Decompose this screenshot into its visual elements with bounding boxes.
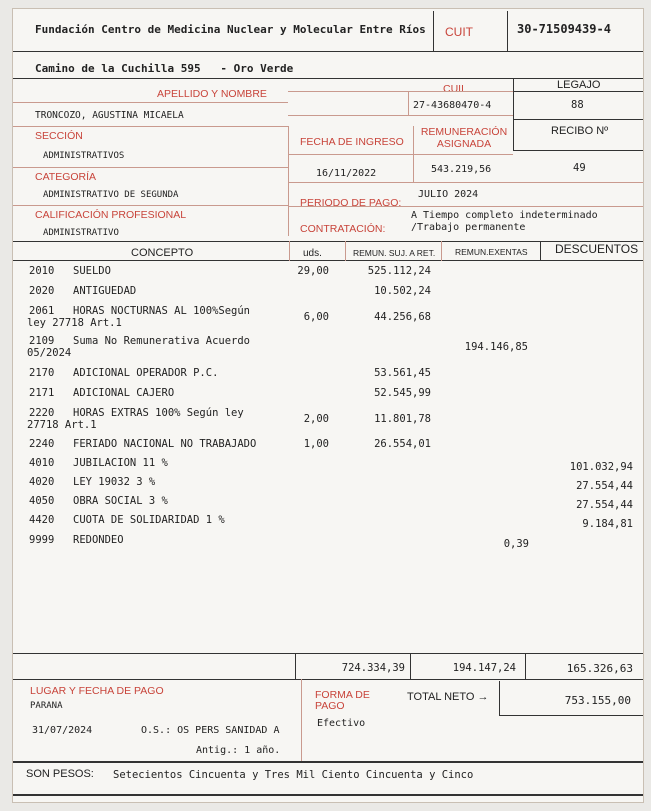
concept-code: 9999 [29, 534, 55, 546]
fecha-ingreso-value: 16/11/2022 [316, 168, 377, 179]
concept-desc: SUELDO [73, 265, 111, 277]
cuit-value: 30-71509439-4 [517, 22, 611, 36]
category-value: ADMINISTRATIVO DE SEGUNDA [43, 190, 179, 200]
concept-code: 2061 [29, 305, 55, 317]
lugar-label: LUGAR Y FECHA DE PAGO [30, 685, 164, 697]
concept-desc: LEY 19032 3 % [73, 476, 156, 488]
concept-code: 2010 [29, 265, 55, 277]
concept-code: 2171 [29, 387, 55, 399]
concept-code: 4010 [29, 457, 55, 469]
concept-desc: HORAS NOCTURNAS AL 100%Según [73, 305, 251, 317]
employee-name: TRONCOZO, AGUSTINA MICAELA [35, 110, 184, 121]
concept-code: 4420 [29, 514, 55, 526]
section-label: SECCIÓN [35, 130, 83, 142]
concept-desc: OBRA SOCIAL 3 % [73, 495, 168, 507]
total-neto-value: 753.155,00 [564, 694, 631, 707]
concept-code: 2170 [29, 367, 55, 379]
fecha-pago: 31/07/2024 [32, 725, 93, 736]
total-suj: 724.334,39 [341, 662, 405, 674]
name-label: APELLIDO Y NOMBRE [157, 88, 267, 100]
concept-descuento: 101.032,94 [569, 461, 633, 473]
concept-uds: 29,00 [297, 265, 329, 277]
total-neto-label: TOTAL NETO → [407, 691, 489, 703]
concept-code: 4020 [29, 476, 55, 488]
concept-descuento: 27.554,44 [576, 480, 633, 492]
concept-code: 2240 [29, 438, 55, 450]
company-address: Camino de la Cuchilla 595 - Oro Verde [35, 62, 294, 75]
calificacion-label: CALIFICACIÓN PROFESIONAL [35, 209, 187, 221]
concept-remun-suj: 44.256,68 [374, 311, 431, 323]
total-descuentos: 165.326,63 [566, 662, 633, 675]
son-pesos-label: SON PESOS: [26, 768, 94, 780]
recibo-label: RECIBO Nº [551, 125, 609, 137]
concept-remun-suj: 53.561,45 [374, 367, 431, 379]
remuneracion-label: REMUNERACIÓN ASIGNADA [420, 126, 508, 150]
concept-desc: Suma No Remunerativa Acuerdo [73, 335, 251, 347]
total-exentas: 194.147,24 [452, 662, 516, 674]
concept-desc: HORAS EXTRAS 100% Según ley [73, 407, 244, 419]
category-label: CATEGORÍA [35, 171, 97, 183]
concept-remun-exentas: 0,39 [503, 538, 529, 550]
header-uds: uds. [303, 248, 322, 259]
concept-desc: CUOTA DE SOLIDARIDAD 1 % [73, 514, 225, 526]
calificacion-value: ADMINISTRATIVO [43, 228, 119, 238]
section-value: ADMINISTRATIVOS [43, 151, 125, 161]
lugar-value: PARANA [30, 701, 63, 711]
concept-desc: ADICIONAL OPERADOR P.C. [73, 367, 219, 379]
concept-remun-suj: 52.545,99 [374, 387, 431, 399]
son-pesos-value: Setecientos Cincuenta y Tres Mil Ciento Cincuenta y Cinco [113, 769, 474, 781]
concept-code: 2020 [29, 285, 55, 297]
contratacion-label: CONTRATACIÓN: [300, 223, 386, 235]
periodo-label: PERIODO DE PAGO: [300, 197, 402, 209]
antiguedad: Antig.: 1 año. [196, 745, 281, 756]
payslip [12, 8, 644, 803]
concept-code: 4050 [29, 495, 55, 507]
concept-remun-suj: 11.801,78 [374, 413, 431, 425]
concept-desc: REDONDEO [73, 534, 124, 546]
concept-descuento: 27.554,44 [576, 499, 633, 511]
header-remun-suj: REMUN. SUJ. A RET. [353, 248, 436, 258]
concept-uds: 2,00 [303, 413, 329, 425]
remuneracion-value: 543.219,56 [431, 164, 492, 175]
concept-desc-cont: ley 27718 Art.1 [27, 317, 122, 329]
cuit-label: CUIT [445, 25, 473, 39]
cuil-value: 27-43680470-4 [413, 100, 492, 111]
obra-social: O.S.: OS PERS SANIDAD A [141, 725, 280, 736]
forma-pago-label: FORMA DE PAGO [315, 689, 370, 712]
concept-code: 2220 [29, 407, 55, 419]
forma-pago-value: Efectivo [317, 718, 366, 729]
fecha-ingreso-label: FECHA DE INGRESO [300, 136, 404, 148]
concept-desc-cont: 05/2024 [27, 347, 72, 359]
recibo-value: 49 [573, 162, 586, 174]
concept-desc: ANTIGUEDAD [73, 285, 137, 297]
contratacion-value: A Tiempo completo indeterminado /Trabajo permanente [411, 210, 598, 233]
header-remun-exentas: REMUN.EXENTAS [455, 247, 528, 257]
concept-uds: 1,00 [303, 438, 329, 450]
concept-remun-suj: 26.554,01 [374, 438, 431, 450]
legajo-value: 88 [571, 99, 584, 111]
cuil-label: CUIL [443, 83, 467, 95]
header-descuentos: DESCUENTOS [555, 242, 639, 256]
concept-desc: JUBILACION 11 % [73, 457, 168, 469]
header-concepto: CONCEPTO [131, 247, 194, 259]
concept-desc: ADICIONAL CAJERO [73, 387, 175, 399]
periodo-value: JULIO 2024 [418, 189, 479, 200]
concept-remun-suj: 525.112,24 [367, 265, 431, 277]
concept-remun-suj: 10.502,24 [374, 285, 431, 297]
concept-desc: FERIADO NACIONAL NO TRABAJADO [73, 438, 257, 450]
concept-descuento: 9.184,81 [582, 518, 633, 530]
legajo-label: LEGAJO [557, 79, 601, 91]
company-name: Fundación Centro de Medicina Nuclear y Molecular Entre Ríos [35, 23, 426, 36]
concept-desc-cont: 27718 Art.1 [27, 419, 97, 431]
concept-remun-exentas: 194.146,85 [464, 341, 528, 353]
concept-code: 2109 [29, 335, 55, 347]
concept-uds: 6,00 [303, 311, 329, 323]
